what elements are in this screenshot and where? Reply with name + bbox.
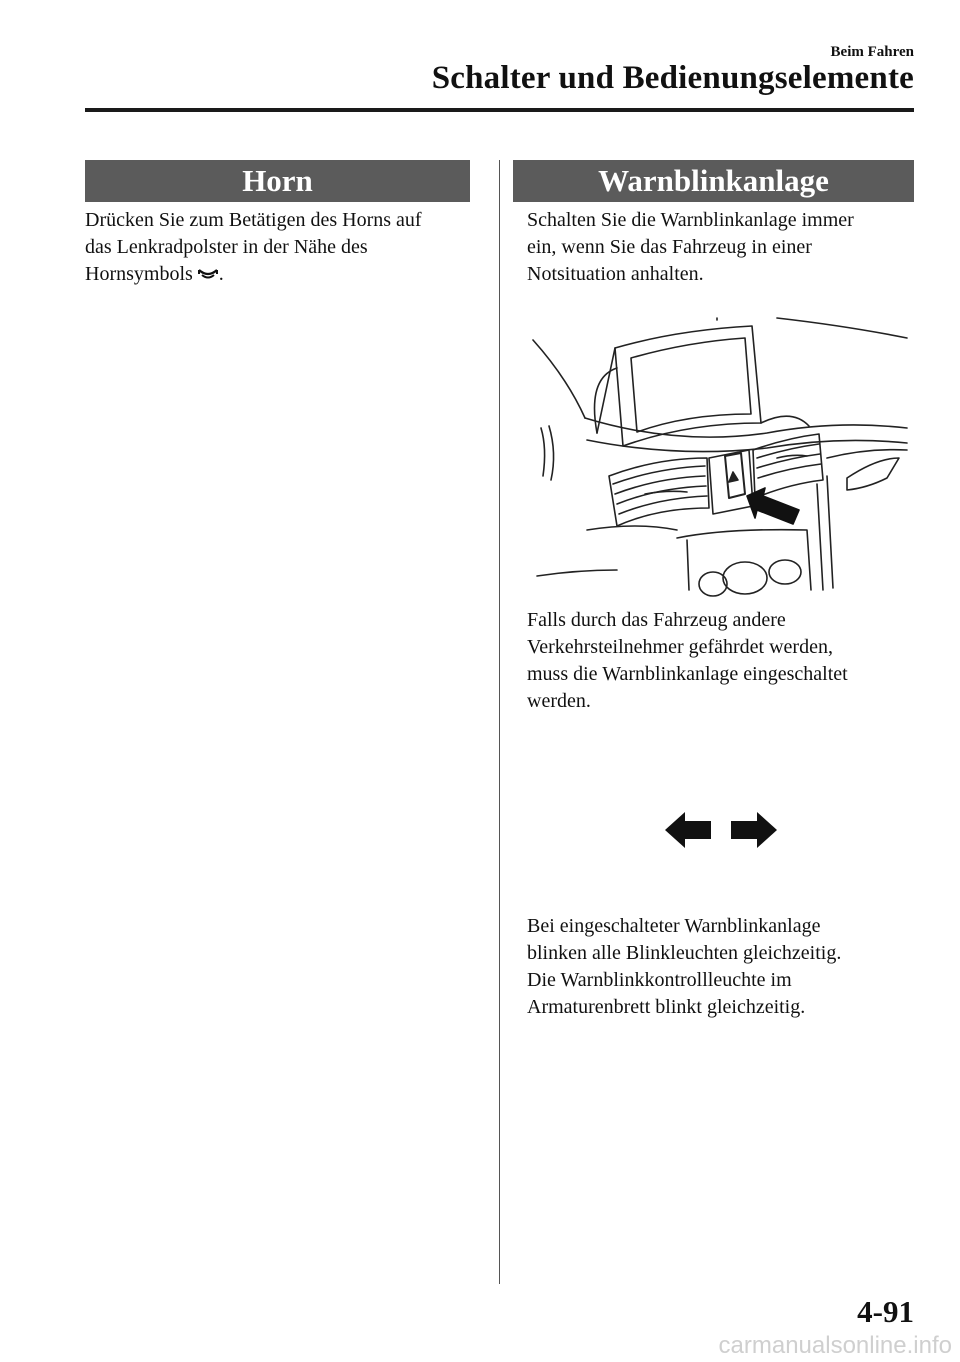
warn-p1-line-3: Notsituation anhalten. [527, 263, 704, 285]
watermark: carmanualsonline.info [718, 1332, 952, 1359]
warn-p2-line-2: Verkehrsteilnehmer gefährdet werden, [527, 636, 833, 658]
warnblinkanlage-paragraph-2 [527, 607, 917, 715]
horn-icon [197, 263, 219, 290]
horn-text [85, 207, 485, 290]
horn-text-line-3 [85, 261, 485, 290]
header-rule [85, 108, 914, 112]
page-title: Schalter und Bedienungselemente [431, 60, 914, 96]
warnblinkanlage-paragraph-1 [527, 207, 917, 288]
dashboard-hazard-switch-illustration [527, 308, 913, 600]
warn-p2-line-1: Falls durch das Fahrzeug andere [527, 609, 786, 631]
warn-p2-line-3: muss die Warnblinkanlage eingeschaltet [527, 663, 848, 685]
warn-p3-line-4: Armaturenbrett blinkt gleichzeitig. [527, 996, 806, 1018]
header-section: Beim Fahren [830, 44, 914, 60]
warn-p3-line-3: Die Warnblinkkontrollleuchte im [527, 969, 792, 991]
horn-text-line-2: das Lenkradpolster in der Nähe des [85, 236, 368, 258]
horn-text-period: . [218, 263, 224, 285]
horn-text-line-3-text: Hornsymbols [85, 263, 193, 285]
column-divider [499, 160, 500, 1284]
warn-p1-line-2: ein, wenn Sie das Fahrzeug in einer [527, 236, 812, 258]
warnblinkanlage-paragraph-3 [527, 913, 917, 1021]
warn-p3-line-1: Bei eingeschalteter Warnblinkanlage [527, 915, 821, 937]
page-number: 4-91 [857, 1294, 914, 1329]
hazard-arrows-icon [665, 810, 777, 850]
warn-p1-line-1: Schalten Sie die Warnblinkanlage immer [527, 209, 854, 231]
horn-text-line-1: Drücken Sie zum Betätigen des Horns auf [85, 209, 422, 231]
warnblinkanlage-heading: Warnblinkanlage [513, 160, 914, 202]
horn-heading: Horn [85, 160, 470, 202]
warn-p3-line-2: blinken alle Blinkleuchten gleichzeitig. [527, 942, 842, 964]
warn-p2-line-4: werden. [527, 690, 591, 712]
